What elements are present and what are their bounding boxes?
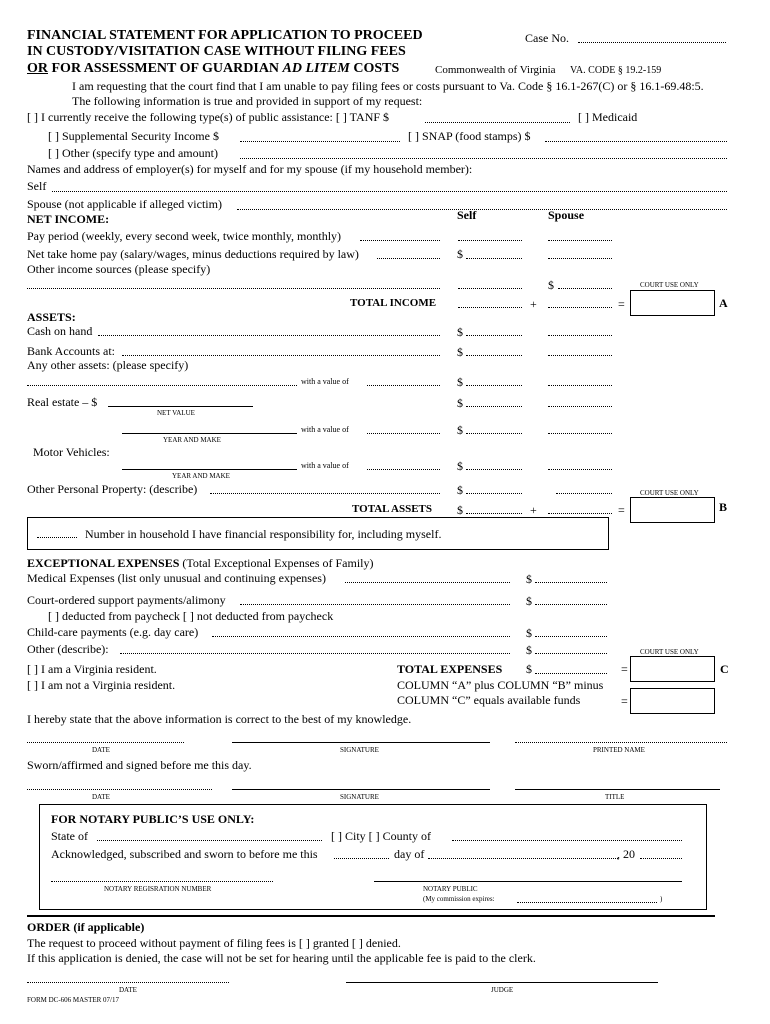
vehicle-1-year-make-field[interactable] [122,433,297,434]
case-no-field[interactable] [578,42,726,43]
snap-amount-field[interactable] [545,141,727,142]
medicaid-checkbox[interactable]: [ ] Medicaid [578,110,638,124]
total-income-equals: = [618,297,625,311]
net-take-home-self-field[interactable] [466,258,522,259]
self-column-header: Self [457,208,477,222]
snap-checkbox[interactable]: [ ] SNAP (food stamps) $ [408,129,531,143]
personal-property-self-field[interactable] [466,493,522,494]
vehicle-1-with-value: with a value of [301,425,349,434]
pay-period-leader [360,240,440,241]
support-payments-label: Court-ordered support payments/alimony [27,593,226,607]
cash-self-dollar: $ [457,325,463,339]
available-funds-court-box[interactable] [630,688,715,714]
witness-signature-field[interactable] [232,789,490,790]
order-heading: ORDER (if applicable) [27,920,145,934]
witness-title-caption: TITLE [605,793,625,801]
virginia-resident-checkbox[interactable]: [ ] I am a Virginia resident. [27,662,157,676]
notary-state-field[interactable] [97,840,322,841]
vehicle-1-self-field[interactable] [466,433,522,434]
notary-day-of-label: day of [394,847,425,861]
certification-statement: I hereby state that the above information is correct to the best of my knowledge. [27,712,412,726]
total-assets-self-field[interactable] [466,513,522,514]
real-estate-self-dollar: $ [457,396,463,410]
vehicle-2-self-field[interactable] [466,469,522,470]
notary-commission-field[interactable] [517,902,657,903]
ssi-checkbox[interactable]: [ ] Supplemental Security Income $ [48,129,219,143]
vehicle-2-with-value: with a value of [301,461,349,470]
other-expenses-field[interactable] [535,653,607,654]
bank-spouse-field[interactable] [548,355,612,356]
notary-state-label: State of [51,829,88,843]
cash-spouse-field[interactable] [548,335,612,336]
net-income-heading: NET INCOME: [27,212,110,226]
total-assets-court-box[interactable] [630,497,715,523]
bank-accounts-label: Bank Accounts at: [27,344,115,358]
employer-heading: Names and address of employer(s) for myself and for my spouse (if my household member): [27,162,473,176]
total-assets-label: TOTAL ASSETS [352,503,433,515]
column-a-b-text: COLUMN “A” plus COLUMN “B” minus [397,678,604,692]
childcare-field[interactable] [535,636,607,637]
cash-label: Cash on hand [27,324,93,338]
witness-date-caption: DATE [92,793,110,801]
other-assets-spouse-field[interactable] [548,385,612,386]
form-title-line-1: FINANCIAL STATEMENT FOR APPLICATION TO PROCEED [27,28,423,43]
bank-accounts-field[interactable] [122,355,440,356]
expenses-court-use-label: COURT USE ONLY [640,648,699,656]
total-assets-spouse-field[interactable] [548,513,612,514]
childcare-dollar: $ [526,626,532,640]
deducted-checkboxes[interactable]: [ ] deducted from paycheck [ ] not deducted from paycheck [48,609,334,623]
bank-self-field[interactable] [466,355,522,356]
other-expenses-label: Other (describe): [27,642,109,656]
other-assets-with-value: with a value of [301,377,349,386]
notary-year-field[interactable] [640,858,682,859]
notary-day-field[interactable] [334,858,389,859]
notary-registration-caption: NOTARY REGISRATION NUMBER [104,885,212,893]
vehicle-1-self-dollar: $ [457,423,463,437]
medical-expenses-field[interactable] [535,582,607,583]
total-assets-plus: + [530,503,537,517]
total-assets-equals: = [618,503,625,517]
total-expenses-dollar: $ [526,662,532,676]
pay-period-self-field[interactable] [458,240,522,241]
net-take-home-label: Net take home pay (salary/wages, minus deductions required by law) [27,247,359,261]
real-estate-label: Real estate – $ [27,395,98,409]
cash-self-field[interactable] [466,335,522,336]
intro-line-2: The following information is true and provided in support of my request: [72,94,423,108]
net-take-home-leader [377,258,440,259]
order-denied-note: If this application is denied, the case will not be set for hearing until the applicable fee is paid to the clerk. [27,951,536,965]
total-expenses-field[interactable] [535,673,607,674]
net-take-home-spouse-field[interactable] [548,258,612,259]
assets-court-use-label: COURT USE ONLY [640,489,699,497]
personal-property-label: Other Personal Property: (describe) [27,482,198,496]
notary-commission-label: (My commission expires: [423,895,495,903]
tanf-amount-field[interactable] [425,122,570,123]
childcare-label: Child-care payments (e.g. day care) [27,625,199,639]
sworn-statement: Sworn/affirmed and signed before me this day. [27,758,252,772]
column-c-text: COLUMN “C” equals available funds [397,693,581,707]
personal-property-spouse-field[interactable] [556,493,612,494]
order-date-field[interactable] [27,982,229,983]
real-estate-net-value-field[interactable] [108,406,253,407]
applicant-date-caption: DATE [92,746,110,754]
net-value-caption: NET VALUE [157,409,195,417]
total-expenses-court-box[interactable] [630,656,715,682]
case-no-label: Case No. [525,31,569,45]
household-count-field[interactable] [37,537,77,538]
form-number: FORM DC-606 MASTER 07/17 [27,996,119,1004]
support-payments-leader [240,604,510,605]
commonwealth-label: Commonwealth of Virginia [435,64,556,76]
real-estate-self-field[interactable] [466,406,522,407]
other-income-spouse-dollar: $ [548,278,554,292]
other-assets-label: Any other assets: (please specify) [27,358,189,372]
column-b-label: B [719,500,728,514]
other-assets-self-field[interactable] [466,385,522,386]
notary-acknowledged-label: Acknowledged, subscribed and sworn to before me this [51,847,318,861]
personal-property-field[interactable] [210,493,440,494]
spouse-column-header: Spouse [548,208,585,222]
applicant-date-field[interactable] [27,742,184,743]
other-income-self-field[interactable] [458,288,522,289]
income-court-use-label: COURT USE ONLY [640,281,699,289]
notary-commission-close: ) [660,895,663,903]
other-income-description-field[interactable] [27,288,440,289]
ssi-amount-field[interactable] [240,141,400,142]
title-or: OR [27,61,48,76]
not-virginia-resident-checkbox[interactable]: [ ] I am not a Virginia resident. [27,678,176,692]
form-title-line-3 [27,61,399,77]
net-take-home-self-dollar: $ [457,247,463,261]
available-funds-equals: = [621,694,628,708]
total-income-label: TOTAL INCOME [350,297,437,309]
assets-heading: ASSETS: [27,310,76,324]
vehicle-1-spouse-field[interactable] [548,433,612,434]
exceptional-expenses-heading [27,556,373,571]
title-part-b: COSTS [349,61,400,76]
vehicle-2-year-make-caption: YEAR AND MAKE [172,472,230,480]
public-assistance-checkbox[interactable]: [ ] I currently receive the following type(s) of public assistance: [ ] TANF $ [27,110,390,124]
order-granted-denied[interactable]: The request to proceed without payment of filing fees is [ ] granted [ ] denied. [27,936,401,950]
motor-vehicles-label: Motor Vehicles: [33,445,110,459]
intro-line-1: I am requesting that the court find that I am unable to pay filing fees or costs pursuant to Va. Code § 16.1-267(C) or § 16.1-69.48:5. [72,79,704,93]
household-text: Number in household I have financial responsibility for, including myself. [85,527,442,541]
notary-public-caption: NOTARY PUBLIC [423,885,478,893]
other-income-spouse-field[interactable] [558,288,612,289]
notary-registration-field[interactable] [51,881,273,882]
medical-expenses-leader [345,582,510,583]
real-estate-spouse-field[interactable] [548,406,612,407]
bank-self-dollar: $ [457,345,463,359]
total-income-spouse-field[interactable] [548,307,612,308]
other-assets-field[interactable] [27,385,297,386]
vehicle-2-value-field[interactable] [367,469,440,470]
title-ad-litem: AD LITEM [282,61,350,76]
witness-title-field[interactable] [515,789,720,790]
total-expenses-equals: = [621,662,628,676]
vehicle-1-year-make-caption: YEAR AND MAKE [163,436,221,444]
vehicle-2-self-dollar: $ [457,459,463,473]
other-income-label: Other income sources (please specify) [27,262,211,276]
total-income-court-box[interactable] [630,290,715,316]
support-payments-dollar: $ [526,594,532,608]
other-assets-self-dollar: $ [457,375,463,389]
exceptional-expenses-rest: (Total Exceptional Expenses of Family) [179,556,374,570]
employer-self-field[interactable] [52,191,727,192]
judge-caption: JUDGE [491,986,514,994]
other-assistance-checkbox[interactable]: [ ] Other (specify type and amount) [48,146,218,160]
total-assets-self-dollar: $ [457,503,463,517]
total-expenses-label: TOTAL EXPENSES [397,662,503,676]
total-income-plus: + [530,297,537,311]
support-payments-field[interactable] [535,604,607,605]
employer-spouse-label: Spouse (not applicable if alleged victim) [27,197,222,211]
applicant-printed-name-caption: PRINTED NAME [593,746,645,754]
other-expenses-dollar: $ [526,643,532,657]
medical-expenses-dollar: $ [526,572,532,586]
judge-signature-field[interactable] [346,982,658,983]
notary-city-county-field[interactable] [452,840,682,841]
total-income-self-field[interactable] [458,307,522,308]
applicant-signature-caption: SIGNATURE [340,746,379,754]
other-expenses-description-field[interactable] [120,653,510,654]
form-title-line-2: IN CUSTODY/VISITATION CASE WITHOUT FILING FEES [27,44,406,59]
exceptional-expenses-bold: EXCEPTIONAL EXPENSES [27,556,180,570]
pay-period-spouse-field[interactable] [548,240,612,241]
vehicle-1-value-field[interactable] [367,433,440,434]
cash-leader [98,335,440,336]
vehicle-2-spouse-field[interactable] [548,469,612,470]
notary-month-field[interactable] [428,858,618,859]
column-c-label: C [720,662,729,676]
childcare-leader [212,636,510,637]
order-date-caption: DATE [119,986,137,994]
column-a-label: A [719,296,728,310]
pay-period-label: Pay period (weekly, every second week, twice monthly, monthly) [27,229,342,243]
order-divider [27,915,715,917]
applicant-printed-name-field[interactable] [515,742,727,743]
witness-signature-caption: SIGNATURE [340,793,379,801]
notary-public-signature-field[interactable] [374,881,682,882]
applicant-signature-field[interactable] [232,742,490,743]
employer-self-label: Self [27,179,47,193]
notary-city-county-checkboxes[interactable]: [ ] City [ ] County of [331,829,431,843]
employer-spouse-field[interactable] [237,209,727,210]
va-code-label: VA. CODE § 19.2-159 [570,65,662,76]
other-assets-value-field[interactable] [367,385,440,386]
vehicle-2-year-make-field[interactable] [122,469,297,470]
notary-year-label: , 20 [617,847,635,861]
notary-heading: FOR NOTARY PUBLIC’S USE ONLY: [51,812,255,826]
title-part-a: FOR ASSESSMENT OF GUARDIAN [48,61,283,76]
witness-date-field[interactable] [27,789,212,790]
other-assistance-field[interactable] [240,158,727,159]
personal-property-self-dollar: $ [457,483,463,497]
medical-expenses-label: Medical Expenses (list only unusual and continuing expenses) [27,571,326,585]
